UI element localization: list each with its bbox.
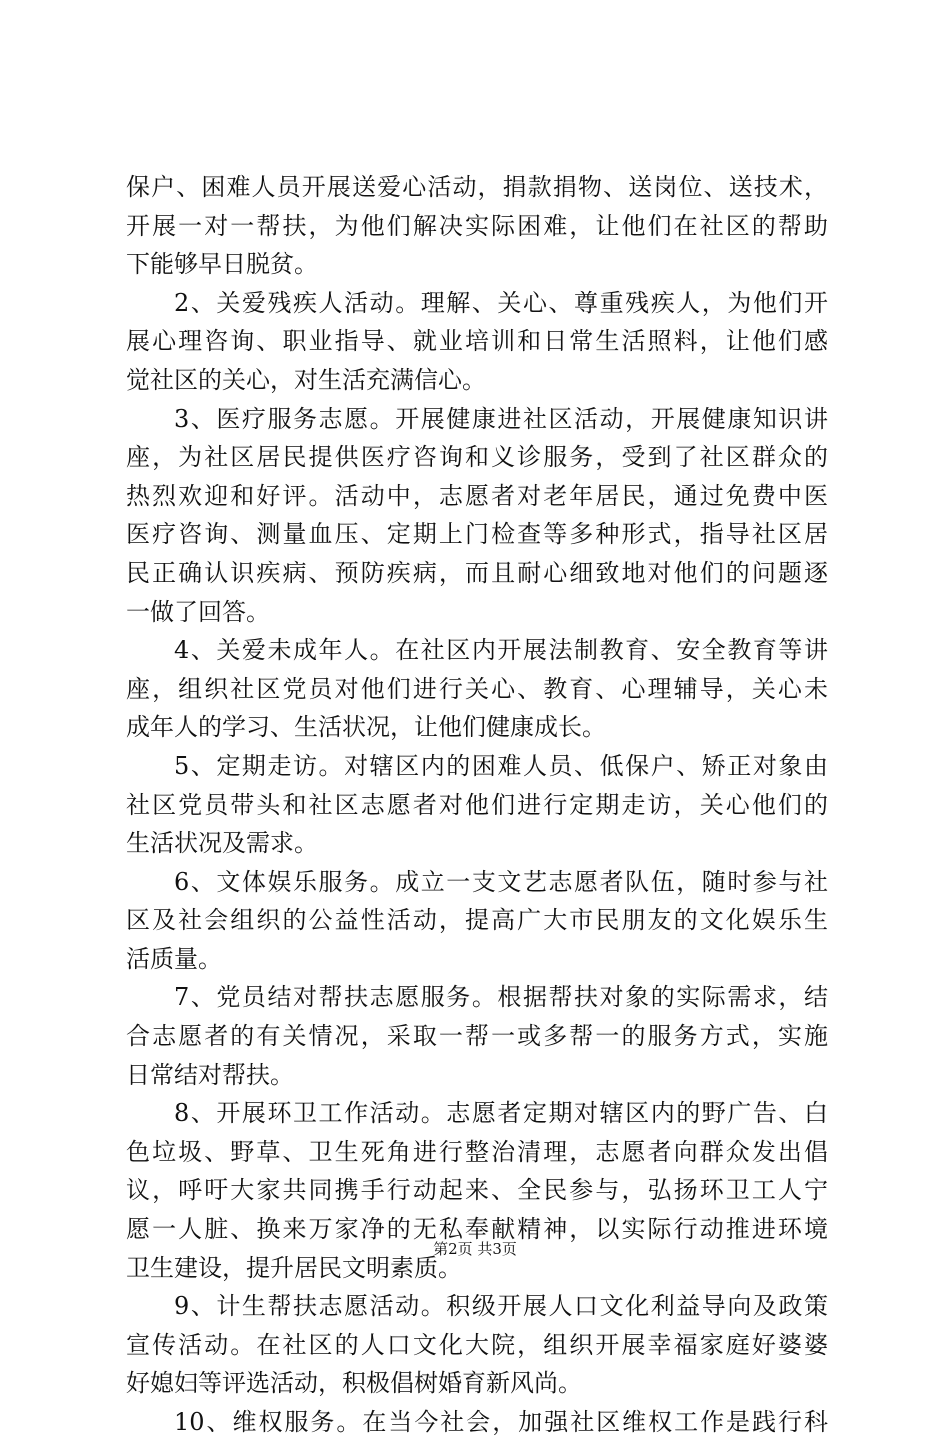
text-line: 4、关爱未成年人。在社区内开展法制教育、安全教育等讲 bbox=[174, 636, 828, 665]
text-line: 宣传活动。在社区的人口文化大院，组织开展幸福家庭好婆婆 bbox=[126, 1330, 828, 1359]
text-line: 民正确认识疾病、预防疾病，而且耐心细致地对他们的问题逐 bbox=[126, 558, 828, 587]
text-line: 愿一人脏、换来万家净的无私奉献精神，以实际行动推进环境 bbox=[126, 1215, 828, 1244]
text-line: 一做了回答。 bbox=[126, 597, 270, 626]
text-line: 座，组织社区党员对他们进行关心、教育、心理辅导，关心未 bbox=[126, 674, 828, 703]
text-line: 日常结对帮扶。 bbox=[126, 1060, 294, 1089]
text-line: 8、开展环卫工作活动。志愿者定期对辖区内的野广告、白 bbox=[174, 1099, 828, 1128]
text-line: 保户、困难人员开展送爱心活动，捐款捐物、送岗位、送技术， bbox=[126, 173, 828, 201]
text-line: 10、维权服务。在当今社会，加强社区维权工作是践行科 bbox=[174, 1408, 828, 1436]
text-line: 展心理咨询、职业指导、就业培训和日常生活照料，让他们感 bbox=[126, 327, 828, 356]
text-line: 9、计生帮扶志愿活动。积级开展人口文化利益导向及政策 bbox=[174, 1292, 828, 1321]
text-line: 5、定期走访。对辖区内的困难人员、低保户、矫正对象由 bbox=[174, 751, 828, 780]
text-line: 成年人的学习、生活状况，让他们健康成长。 bbox=[126, 713, 606, 742]
text-line: 医疗咨询、测量血压、定期上门检查等多种形式，指导社区居 bbox=[126, 520, 828, 549]
text-line: 2、关爱残疾人活动。理解、关心、尊重残疾人，为他们开 bbox=[174, 288, 828, 317]
text-line: 议，呼吁大家共同携手行动起来、全民参与，弘扬环卫工人宁 bbox=[126, 1176, 828, 1205]
text-line: 3、医疗服务志愿。开展健康进社区活动，开展健康知识讲 bbox=[174, 404, 828, 433]
text-line: 6、文体娱乐服务。成立一支文艺志愿者队伍，随时参与社 bbox=[174, 867, 828, 896]
text-line: 觉社区的关心，对生活充满信心。 bbox=[126, 365, 486, 394]
text-line: 卫生建设，提升居民文明素质。 bbox=[126, 1253, 462, 1282]
text-line: 座，为社区居民提供医疗咨询和义诊服务，受到了社区群众的 bbox=[126, 443, 828, 472]
text-line: 下能够早日脱贫。 bbox=[126, 250, 318, 279]
text-line: 色垃圾、野草、卫生死角进行整治清理，志愿者向群众发出倡 bbox=[126, 1137, 828, 1166]
text-line: 生活状况及需求。 bbox=[126, 829, 318, 858]
text-line: 社区党员带头和社区志愿者对他们进行定期走访，关心他们的 bbox=[126, 790, 828, 819]
page-number-footer: 第2页 共3页 bbox=[433, 1240, 517, 1258]
text-line: 活质量。 bbox=[126, 944, 222, 973]
text-line: 7、党员结对帮扶志愿服务。根据帮扶对象的实际需求，结 bbox=[174, 983, 828, 1012]
text-line: 合志愿者的有关情况，采取一帮一或多帮一的服务方式，实施 bbox=[126, 1022, 828, 1051]
text-line: 热烈欢迎和好评。活动中，志愿者对老年居民，通过免费中医 bbox=[126, 481, 828, 510]
text-line: 开展一对一帮扶，为他们解决实际困难，让他们在社区的帮助 bbox=[126, 211, 828, 240]
text-line: 区及社会组织的公益性活动，提高广大市民朋友的文化娱乐生 bbox=[126, 906, 828, 935]
text-line: 好媳妇等评选活动，积极倡树婚育新风尚。 bbox=[126, 1369, 582, 1398]
